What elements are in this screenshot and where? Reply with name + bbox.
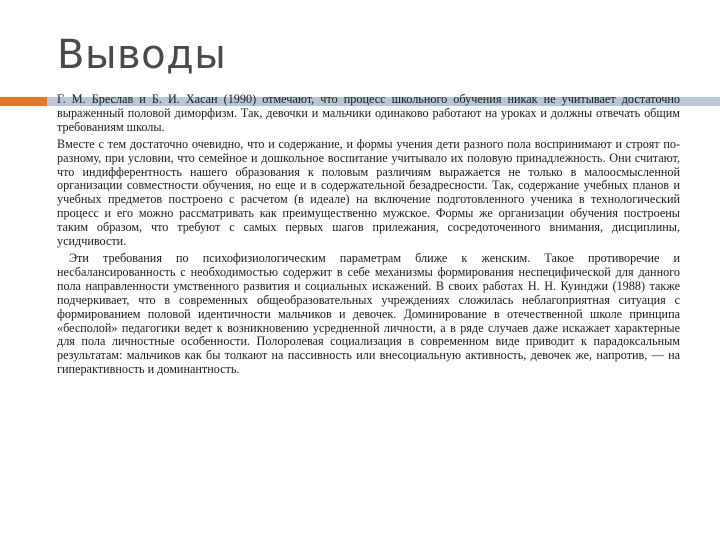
- paragraph-2: Вместе с тем достаточно очевидно, что и содержание, и формы учения дети разного пола воспринимают и строят по-разному, при условии, что семейное и дошкольное воспитание учитывало их половую принадлежность. Они считают, что индифферентность нашего образования к половым различиям выражается не только в малоосмысленной организации совместности обучения, но еще и в содержательной безадресности. Так, содержание учебных планов и учебных предметов построено с расчетом (в идеале) на включение подготовленного ученика в технологический процесс и его можно рассматривать как преимущественно мужское. Формы же организации обучения построены таким образом, что требуют с самых первых шагов прилежания, сосредоточенного внимания, дисциплины, усидчивости.: [57, 136, 680, 249]
- paragraph-3: Эти требования по психофизиологическим параметрам ближе к женским. Такое противоречие и несбалансированность с необходимостью содержит в себе механизмы формирования неспецифической для данного пола направленности умственного развития и социальных искажений. В своих работах Н. Н. Куинджи (1988) также подчеркивает, что в современных общеобразовательных учреждениях сложилась неблагоприятная ситуация с формированием половой идентичности мальчиков и девочек. Доминирование в отечественной школе принципа «бесполой» педагогики ведет к возникновению усредненной личности, а в ряде случаев даже искажает характерные для пола личностные особенности. Полоролевая социализация в современном виде приводит к парадоксальным результатам: мальчиков как бы толкают на пассивность или внесоциальную активность, девочек же, напротив, — на гиперактивность и доминантность.: [57, 250, 680, 377]
- slide-title: Выводы: [57, 32, 227, 78]
- accent-orange-block: [0, 97, 47, 106]
- paragraph-1: Г. М. Бреслав и Б. И. Хасан (1990) отмечают, что процесс школьного обучения никак не учитывает достаточно выраженный половой диморфизм. Так, девочки и мальчики одинаково работают на уроках и должны отвечать общим требованиям школы.: [57, 92, 680, 134]
- slide-body: [57, 93, 680, 380]
